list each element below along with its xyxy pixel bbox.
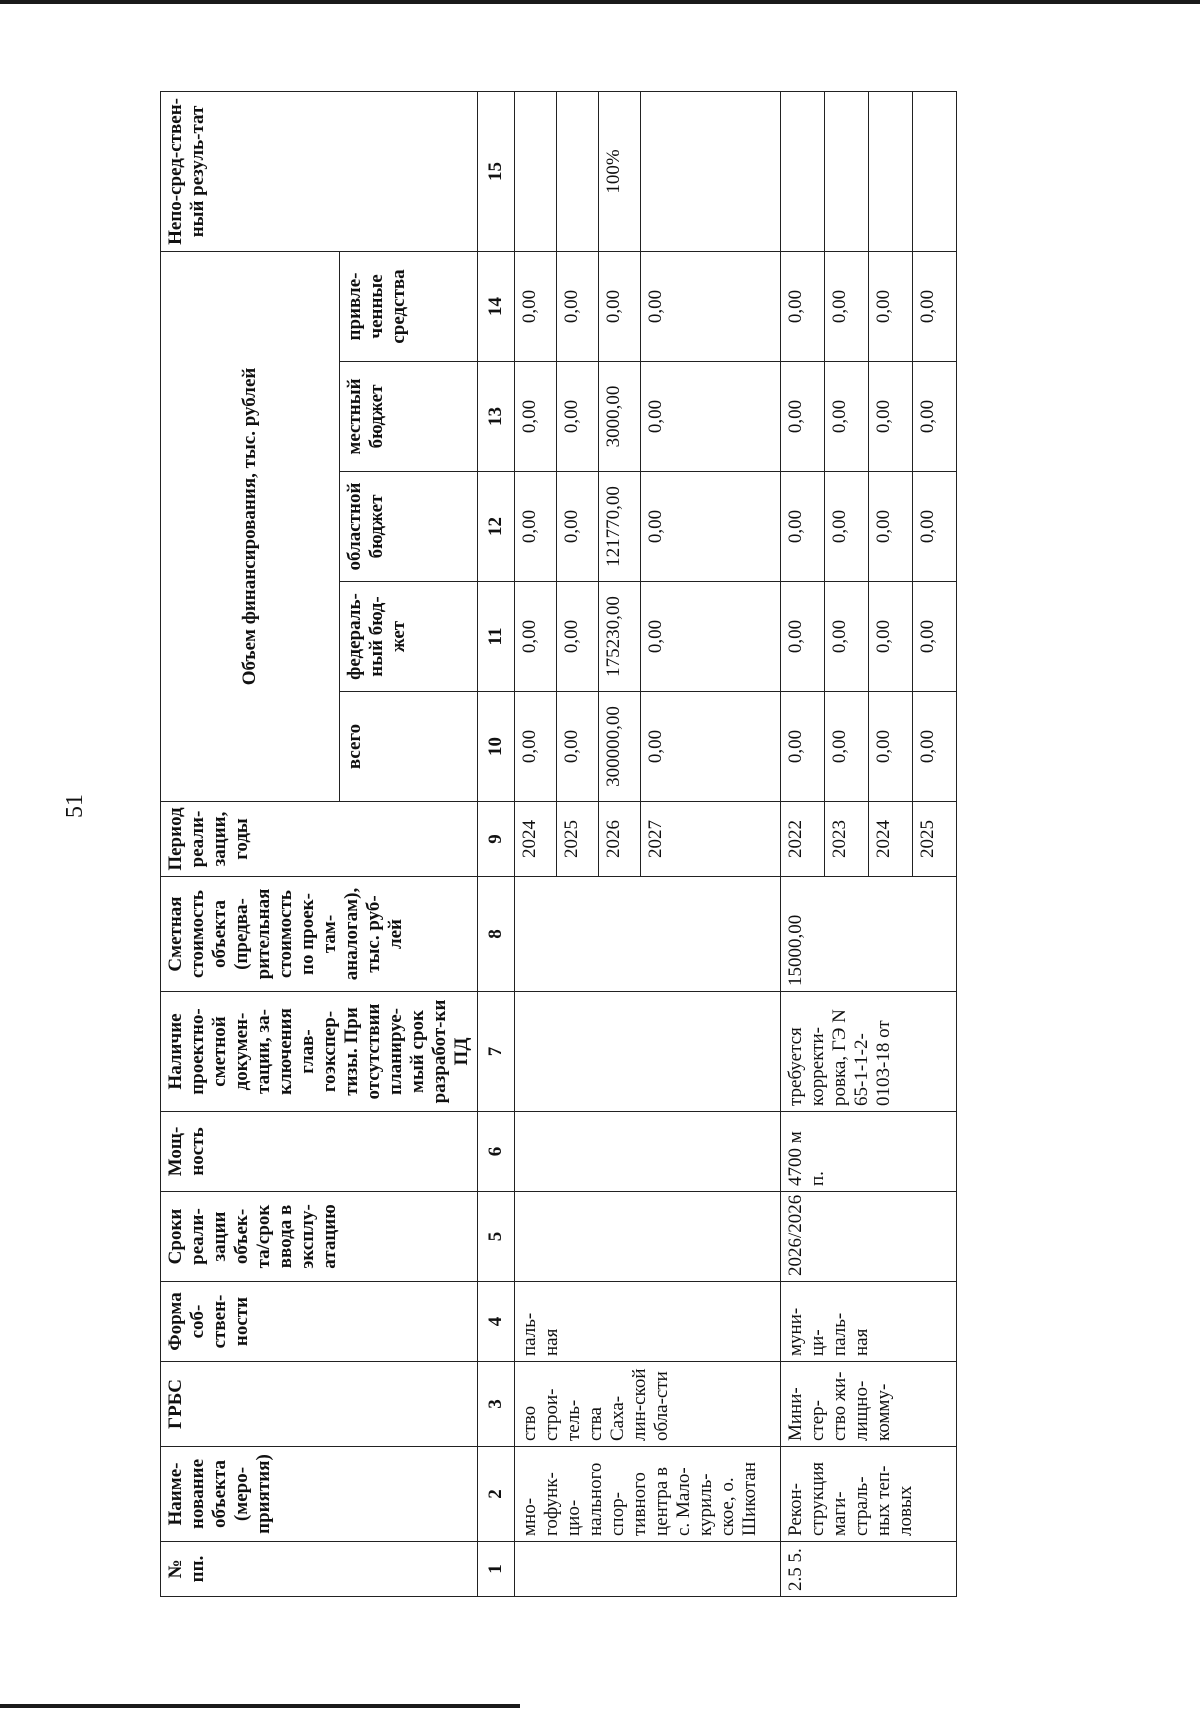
total-cell: 0,00 <box>825 692 869 802</box>
object-name: Рекон-струкция маги-страль-ных теп-ловых <box>781 1447 957 1542</box>
local-cell: 0,00 <box>515 362 557 472</box>
total-cell: 0,00 <box>641 692 781 802</box>
column-number: 3 <box>478 1362 515 1447</box>
psd-cell <box>515 992 781 1112</box>
header-row-1 <box>161 91 340 1596</box>
row-number <box>515 1542 781 1597</box>
total-cell: 0,00 <box>869 692 913 802</box>
object-name: мно-гофунк-цио-нального спор-тивного центра в с. Мало-куриль-ское, о. Шикотан <box>515 1447 781 1542</box>
cost-cell: 15000,00 <box>781 877 957 992</box>
header-name: Наиме-нование объекта (меро-приятия) <box>161 1447 478 1542</box>
total-cell: 0,00 <box>557 692 599 802</box>
column-number: 11 <box>478 582 515 692</box>
total-cell: 0,00 <box>515 692 557 802</box>
federal-cell: 175230,00 <box>599 582 641 692</box>
local-cell: 0,00 <box>869 362 913 472</box>
regional-cell: 0,00 <box>869 472 913 582</box>
local-cell: 0,00 <box>825 362 869 472</box>
header-total: всего <box>339 692 477 802</box>
regional-cell: 0,00 <box>913 472 957 582</box>
total-cell: 300000,00 <box>599 692 641 802</box>
table-row <box>781 91 825 1596</box>
local-cell: 3000,00 <box>599 362 641 472</box>
column-number: 8 <box>478 877 515 992</box>
scan-edge-bottom <box>0 1704 520 1708</box>
result-cell <box>557 91 599 251</box>
regional-cell: 0,00 <box>781 472 825 582</box>
attracted-cell: 0,00 <box>825 251 869 361</box>
attracted-cell: 0,00 <box>515 251 557 361</box>
header-cost: Сметная стоимость объекта (предва-рительная стоимость по проек-там-аналогам), тыс. руб-лей <box>161 877 478 992</box>
local-cell: 0,00 <box>641 362 781 472</box>
year-cell: 2025 <box>557 802 599 877</box>
rotated-sheet <box>160 97 1070 1597</box>
regional-cell: 0,00 <box>825 472 869 582</box>
ownership-cell: паль-ная <box>515 1282 781 1362</box>
terms-cell <box>515 1192 781 1282</box>
header-ownership: Форма соб-ствен-ности <box>161 1282 478 1362</box>
result-cell <box>515 91 557 251</box>
terms-cell: 2026/2026 <box>781 1192 957 1282</box>
result-cell: 100% <box>599 91 641 251</box>
local-cell: 0,00 <box>781 362 825 472</box>
psd-cell: требуется корректи-ровка, ГЭ N 65-1-1-2-0103-18 от <box>781 992 957 1112</box>
header-period: Период реали-зации, годы <box>161 802 478 877</box>
column-number: 10 <box>478 692 515 802</box>
total-cell: 0,00 <box>781 692 825 802</box>
header-number: № пп. <box>161 1542 478 1597</box>
header-psd: Наличие проектно-сметной докумен-тации, за-ключения глав-гоэкспер-тизы. При отсутствии планируе-мый срок разработ-ки ПД <box>161 992 478 1112</box>
column-number: 2 <box>478 1447 515 1542</box>
column-number: 15 <box>478 91 515 251</box>
regional-cell: 0,00 <box>557 472 599 582</box>
federal-cell: 0,00 <box>641 582 781 692</box>
federal-cell: 0,00 <box>515 582 557 692</box>
grbs-cell: ство строи-тель-ства Саха-лин-ской обла-сти <box>515 1362 781 1447</box>
column-number: 5 <box>478 1192 515 1282</box>
header-attracted: привле-ченные средства <box>339 251 477 361</box>
capacity-cell <box>515 1112 781 1192</box>
year-cell: 2024 <box>515 802 557 877</box>
result-cell <box>913 91 957 251</box>
federal-cell: 0,00 <box>913 582 957 692</box>
column-number: 1 <box>478 1542 515 1597</box>
attracted-cell: 0,00 <box>913 251 957 361</box>
result-cell <box>781 91 825 251</box>
header-funding: Объем финансирования, тыс. рублей <box>161 251 340 801</box>
year-cell: 2024 <box>869 802 913 877</box>
header-federal: федераль-ный бюд-жет <box>339 582 477 692</box>
year-cell: 2025 <box>913 802 957 877</box>
attracted-cell: 0,00 <box>557 251 599 361</box>
header-capacity: Мощ-ность <box>161 1112 478 1192</box>
funding-table <box>160 91 957 1597</box>
federal-cell: 0,00 <box>781 582 825 692</box>
attracted-cell: 0,00 <box>781 251 825 361</box>
column-number: 4 <box>478 1282 515 1362</box>
grbs-cell: Мини-стер-ство жи-лищно-комму- <box>781 1362 957 1447</box>
column-number: 7 <box>478 992 515 1112</box>
year-cell: 2022 <box>781 802 825 877</box>
column-number: 12 <box>478 472 515 582</box>
local-cell: 0,00 <box>913 362 957 472</box>
header-regional: областной бюджет <box>339 472 477 582</box>
column-number: 6 <box>478 1112 515 1192</box>
row-number: 2.5 5. <box>781 1542 957 1597</box>
table-row <box>515 91 557 1596</box>
header-grbs: ГРБС <box>161 1362 478 1447</box>
header-result: Непо-сред-ствен-ный резуль-тат <box>161 91 478 251</box>
ownership-cell: муни-ци-паль-ная <box>781 1282 957 1362</box>
header-terms: Сроки реали-зации объек-та/срок ввода в эксплу-атацию <box>161 1192 478 1282</box>
attracted-cell: 0,00 <box>869 251 913 361</box>
year-cell: 2023 <box>825 802 869 877</box>
result-cell <box>641 91 781 251</box>
regional-cell: 0,00 <box>515 472 557 582</box>
federal-cell: 0,00 <box>869 582 913 692</box>
federal-cell: 0,00 <box>557 582 599 692</box>
column-number-row <box>478 91 515 1596</box>
cost-cell <box>515 877 781 992</box>
regional-cell: 121770,00 <box>599 472 641 582</box>
regional-cell: 0,00 <box>641 472 781 582</box>
result-cell <box>825 91 869 251</box>
year-cell: 2026 <box>599 802 641 877</box>
capacity-cell: 4700 м п. <box>781 1112 957 1192</box>
total-cell: 0,00 <box>913 692 957 802</box>
scan-edge-top <box>0 0 1200 4</box>
column-number: 13 <box>478 362 515 472</box>
result-cell <box>869 91 913 251</box>
column-number: 9 <box>478 802 515 877</box>
federal-cell: 0,00 <box>825 582 869 692</box>
year-cell: 2027 <box>641 802 781 877</box>
header-local: местный бюджет <box>339 362 477 472</box>
attracted-cell: 0,00 <box>641 251 781 361</box>
local-cell: 0,00 <box>557 362 599 472</box>
attracted-cell: 0,00 <box>599 251 641 361</box>
column-number: 14 <box>478 251 515 361</box>
page-number: 51 <box>62 794 88 818</box>
